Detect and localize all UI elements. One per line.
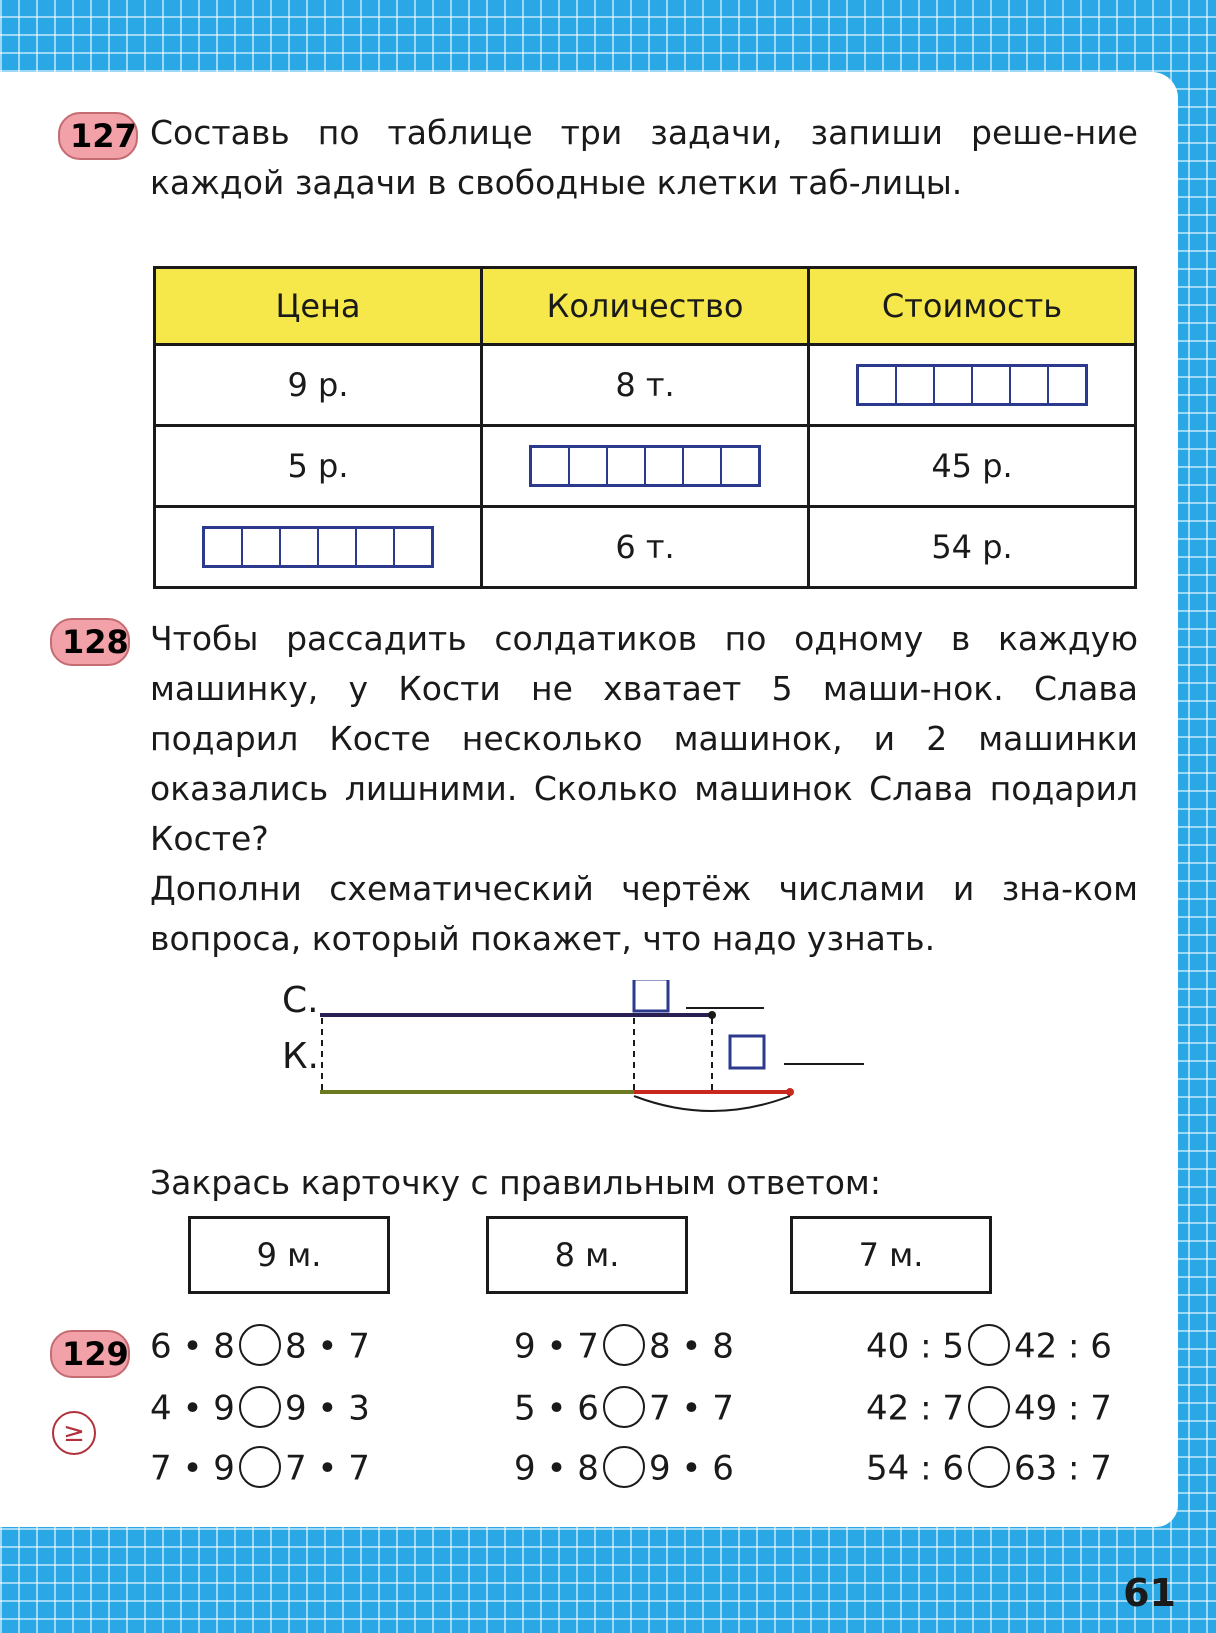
answer-box-row[interactable] (529, 445, 761, 487)
cell-price: 5 р. (155, 426, 482, 507)
cell-price: 9 р. (155, 345, 482, 426)
price-table (153, 266, 1137, 589)
header-cost: Стоимость (809, 268, 1136, 345)
answer-box-row[interactable] (856, 364, 1088, 406)
expr-right: 7 • 7 (648, 1388, 734, 1429)
brace-arc (634, 1096, 790, 1111)
page-number: 61 (1123, 1571, 1176, 1615)
answer-cells[interactable] (155, 507, 482, 588)
cell-quantity: 8 т. (482, 345, 809, 426)
compare-circle[interactable] (603, 1446, 645, 1488)
compare-circle[interactable] (603, 1386, 645, 1428)
compare-symbol-icon: ≥ (52, 1411, 96, 1455)
expr-left: 7 • 9 (150, 1448, 235, 1489)
expr-left: 9 • 7 (514, 1326, 599, 1367)
expr-left: 40 : 5 (866, 1326, 964, 1367)
table-row (155, 507, 1136, 588)
expr-right: 9 • 6 (648, 1448, 734, 1489)
expr-right: 7 • 7 (284, 1448, 370, 1489)
expr-left: 4 • 9 (150, 1388, 235, 1429)
expr-right: 63 : 7 (1013, 1448, 1112, 1489)
schematic-diagram (270, 980, 920, 1140)
answer-box-row[interactable] (202, 526, 434, 568)
comparison-item (150, 1446, 370, 1494)
answer-cells[interactable] (482, 426, 809, 507)
compare-circle[interactable] (968, 1386, 1010, 1428)
expr-right: 42 : 6 (1013, 1326, 1112, 1367)
task-129-number: 129 (50, 1330, 130, 1378)
task-128-text: Чтобы рассадить солдатиков по одному в каждую машинку, у Кости не хватает 5 маши-нок. Слава подарил Косте несколько машинок, и 2 машинки оказались лишними. Сколько машинок Слава подарил Косте? (150, 619, 1138, 858)
answer-cells[interactable] (809, 345, 1136, 426)
task-128-number: 128 (50, 618, 130, 666)
cell-cost: 54 р. (809, 507, 1136, 588)
table-header-row (155, 268, 1136, 345)
expr-left: 42 : 7 (866, 1388, 964, 1429)
expr-left: 9 • 8 (514, 1448, 599, 1489)
header-price: Цена (155, 268, 482, 345)
expr-right: 8 • 7 (284, 1326, 370, 1367)
compare-circle[interactable] (968, 1446, 1010, 1488)
header-quantity: Количество (482, 268, 809, 345)
expr-right: 49 : 7 (1013, 1388, 1112, 1429)
compare-circle[interactable] (239, 1324, 281, 1366)
table-row (155, 345, 1136, 426)
task-127-text: Составь по таблице три задачи, запиши реше-ние каждой задачи в свободные клетки таб-лицы. (150, 113, 1138, 202)
label-kostya: К. (282, 1036, 320, 1077)
comparison-item (514, 1386, 734, 1434)
comparison-item (150, 1386, 370, 1434)
cell-cost: 45 р. (809, 426, 1136, 507)
answer-card[interactable]: 8 м. (486, 1216, 688, 1294)
segment-end-dot (786, 1088, 794, 1096)
answer-card[interactable]: 7 м. (790, 1216, 992, 1294)
task-128-instruction: Дополни схематический чертёж числами и зна-ком вопроса, который покажет, что надо узнать. (150, 869, 1138, 958)
comparison-item (866, 1386, 1112, 1434)
comparison-item (514, 1446, 734, 1494)
comparison-item (150, 1324, 370, 1372)
comparison-item (514, 1324, 734, 1372)
compare-circle[interactable] (603, 1324, 645, 1366)
expr-left: 54 : 6 (866, 1448, 964, 1489)
answer-box[interactable] (634, 980, 668, 1011)
compare-circle[interactable] (239, 1446, 281, 1488)
label-slava: С. (282, 980, 319, 1021)
expr-left: 5 • 6 (514, 1388, 599, 1429)
color-prompt: Закрась карточку с правильным ответом: (150, 1163, 881, 1202)
table-row (155, 426, 1136, 507)
comparison-item (866, 1446, 1112, 1494)
compare-circle[interactable] (968, 1324, 1010, 1366)
segment-end-dot (708, 1011, 716, 1019)
expr-left: 6 • 8 (150, 1326, 235, 1367)
answer-card[interactable]: 9 м. (188, 1216, 390, 1294)
comparison-item (866, 1324, 1112, 1372)
cell-quantity: 6 т. (482, 507, 809, 588)
expr-right: 9 • 3 (284, 1388, 370, 1429)
expr-right: 8 • 8 (648, 1326, 734, 1367)
diagram-lines (270, 980, 920, 1140)
task-127-number: 127 (58, 112, 138, 160)
compare-circle[interactable] (239, 1386, 281, 1428)
answer-box[interactable] (730, 1036, 764, 1068)
